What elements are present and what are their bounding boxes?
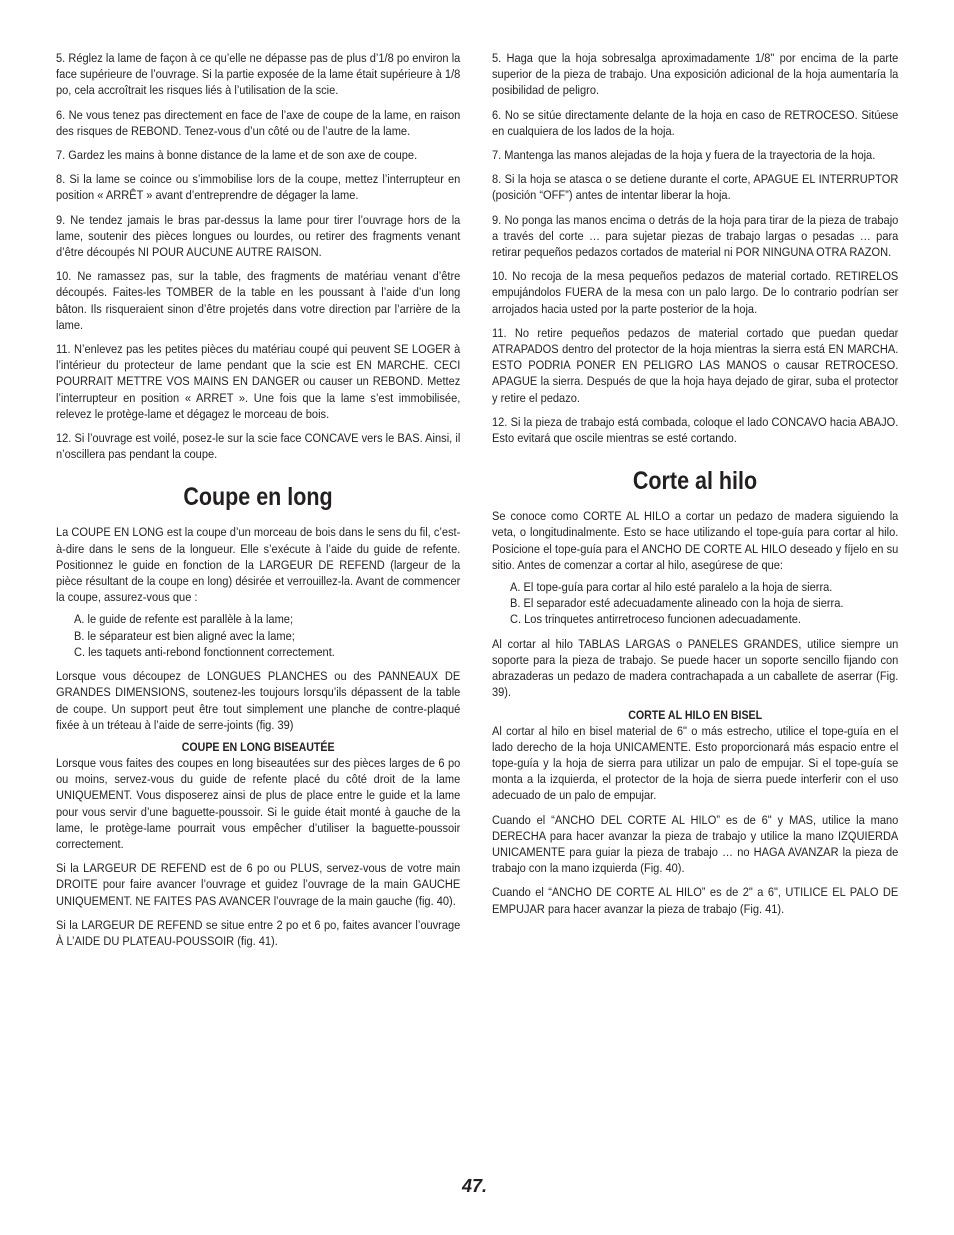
intro-paragraph: Se conoce como CORTE AL HILO a cortar un pedazo de madera siguiendo la veta, o longitudinalmente. Esto se hace utilizando el tope-guía para cortar al hilo. Posicione el tope-guía para el ANCHO DE CORTE AL HILO deseado y fíjelo en su sitio. Antes de comenzar a cortar al hilo, asegúrese de que: xyxy=(492,509,899,572)
width-6-paragraph: Cuando el “ANCHO DEL CORTE AL HILO” es de 6" y MAS, utilice la mano DERECHA para hacer avanzar la pieza de trabajo y utilice la mano IZQUIERDA UNICAMENTE para guiar la pieza de trabajo … no HAGA AVANZAR la pieza de trabajo con la mano izquierda (Fig. 40). xyxy=(492,812,899,876)
safety-item: 8. Si la lame se coince ou s’immobilise lors de la coupe, mettez l’interrupteur en position « ARRÊT » avant d’entreprendre de dégager la lame. xyxy=(56,172,461,203)
french-column xyxy=(56,50,460,957)
subheading-bevel: COUPE EN LONG BISEAUTÉE xyxy=(181,739,335,754)
spanish-ripping-section xyxy=(492,508,898,916)
long-boards-paragraph: Lorsque vous découpez de LONGUES PLANCHES ou des PANNEAUX DE GRANDES DIMENSIONS, soutenez-les toujours lorsqu’ils dépassent de la table de coupe. Un support peut être tout simplement une planche de contre-plaqué fixée à un tréteau à l’aide de serre-joints (fig. 39) xyxy=(56,669,461,732)
safety-item: 9. Ne tendez jamais le bras par-dessus la lame pour tirer l’ouvrage hors de la lame, soutenir des pièces longues ou lourdes, ou retirer des fragments venant d’être découpés NI POUR AUCUNE AUTRE RAISON. xyxy=(56,212,461,260)
checklist xyxy=(56,611,460,660)
safety-item: 5. Réglez la lame de façon à ce qu’elle ne dépasse pas de plus d’1/8 po environ la face supérieure de l’ouvrage. Si la partie exposée de la lame était supérieure à 1/8 po, cela accroîtrait les risques liés à l’utilisation de la scie. xyxy=(56,51,461,98)
checklist-item: C. les taquets anti-rebond fonctionnent correctement. xyxy=(74,644,335,659)
safety-item: 8. Si la hoja se atasca o se detiene durante el corte, APAGUE EL INTERRUPTOR (posición “OFF”) antes de intentar liberar la hoja. xyxy=(492,172,899,203)
checklist-item: A. El tope-guía para cortar al hilo esté paralelo a la hoja de sierra. xyxy=(510,580,833,595)
checklist-item: B. le séparateur est bien aligné avec la lame; xyxy=(74,628,295,643)
checklist-item: C. Los trinquetes antirretroceso funcionen adecuadamente. xyxy=(510,612,802,627)
safety-item: 10. Ne ramassez pas, sur la table, des fragments de matériau venant d’être découpés. Faites-les TOMBER de la table en les poussant à l’aide d’un long bâton. Ils risqueraient sinon d’être projetés dans votre direction par l’arrière de la lame. xyxy=(56,269,461,332)
safety-item: 11. N’enlevez pas les petites pièces du matériau coupé qui peuvent SE LOGER à l’intérieur du protecteur de lame pendant que la scie est EN MARCHE. CECI POURRAIT METTRE VOS MAINS EN DANGER ou causer un REBOND. Mettez l’interrupteur en position « ARRET ». Une fois que la lame s’est immobilisée, relevez le protège-lame et dégagez le morceau de bois. xyxy=(56,342,461,421)
width-6-paragraph: Si la LARGEUR DE REFEND est de 6 po ou PLUS, servez-vous de votre main DROITE pour faire avancer l’ouvrage et guidez l’ouvrage de la main GAUCHE UNIQUEMENT. NE FAITES PAS AVANCER l’ouvrage de la main gauche (fig. 40). xyxy=(56,861,461,908)
safety-item: 6. Ne vous tenez pas directement en face de l’axe de coupe de la lame, en raison des risques de REBOND. Tenez-vous d’un côté ou de l’autre de la lame. xyxy=(56,107,461,138)
long-boards-paragraph: Al cortar al hilo TABLAS LARGAS o PANELES GRANDES, utilice siempre un soporte para la pieza de trabajo. Se puede hacer un soporte sencillo fijando con abrazaderas un pedazo de madera contrachapada a un caballete de aserrar (Fig. 39). xyxy=(492,636,899,700)
width-2-paragraph: Cuando el “ANCHO DE CORTE AL HILO” es de 2" a 6", UTILICE EL PALO DE EMPUJAR para hacer avanzar la pieza de trabajo (Fig. 41). xyxy=(492,885,899,916)
french-ripping-section xyxy=(56,524,460,949)
safety-item: 12. Si l’ouvrage est voilé, posez-le sur la scie face CONCAVE vers le BAS. Ainsi, il n’oscillera pas pendant la coupe. xyxy=(56,431,461,462)
bevel-paragraph: Al cortar al hilo en bisel material de 6" o más estrecho, utilice el tope-guía en el lado derecho de la hoja UNICAMENTE. Esto proporcionará más espacio entre el tope-guía y la hoja de sierra para utilizar un palo de empujar. Si el tope-guía se monta a la izquierda, el protector de la hoja de sierra puede interferir con el uso adecuado de un palo de empujar. xyxy=(492,723,899,803)
safety-item: 9. No ponga las manos encima o detrás de la hoja para tirar de la pieza de trabajo a través del corte … para sujetar piezas de trabajo largas o pesadas … para retirar pequeños pedazos cortados de material ni POR NINGUNA OTRA RAZON. xyxy=(492,212,899,260)
intro-paragraph: La COUPE EN LONG est la coupe d’un morceau de bois dans le sens du fil, c’est-à-dire dans le sens de la longueur. Elle s’exécute à l’aide du guide de refente. Positionnez le guide en fonction de la LARGEUR DE REFEND (largeur de la pièce résultant de la coupe en long) désirée et verrouillez-la. Avant de commencer la coupe, assurez-vous que : xyxy=(56,525,461,605)
width-2-paragraph: Si la LARGEUR DE REFEND se situe entre 2 po et 6 po, faites avancer l’ouvrage À L’AIDE DU PLATEAU-POUSSOIR (fig. 41). xyxy=(56,917,461,948)
safety-item: 10. No recoja de la mesa pequeños pedazos de material cortado. RETIRELOS empujándolos FUERA de la mesa con un palo largo. De lo contrario podrían ser arrojados hacia usted por la parte posterior de la hoja. xyxy=(492,269,899,316)
safety-item: 7. Gardez les mains à bonne distance de la lame et de son axe de coupe. xyxy=(56,148,418,163)
checklist-item: A. le guide de refente est parallèle à la lame; xyxy=(74,612,294,627)
bevel-paragraph: Lorsque vous faites des coupes en long biseautées sur des pièces larges de 6 po ou moins, servez-vous du guide de refente placé du côté droit de la lame UNIQUEMENT. Vous disposerez ainsi de plus de place entre le guide et la lame pour vous servir d’une baguette-poussoir. Si le guide était monté à gauche de la lame, le protège-lame pourrait vous empêcher d’utiliser la baguette-poussoir correctement. xyxy=(56,755,461,851)
safety-item: 5. Haga que la hoja sobresalga aproximadamente 1/8" por encima de la parte superior de la pieza de trabajo. Una exposición adicional de la hoja aumentaría la posibilidad de peligro. xyxy=(492,51,899,98)
safety-item: 12. Si la pieza de trabajo está combada, coloque el lado CONCAVO hacia ABAJO. Esto evitará que oscile mientras se esté cortando. xyxy=(492,414,899,446)
spanish-safety-list xyxy=(492,50,898,446)
subheading-bevel: CORTE AL HILO EN BISEL xyxy=(628,707,763,722)
checklist xyxy=(492,579,898,628)
french-safety-list xyxy=(56,50,460,462)
checklist-item: B. El separador esté adecuadamente alineado con la hoja de sierra. xyxy=(510,596,844,611)
safety-item: 7. Mantenga las manos alejadas de la hoja y fuera de la trayectoria de la hoja. xyxy=(492,148,876,163)
page-number: 47. xyxy=(462,1176,488,1196)
section-title-corte-al-hilo: Corte al hilo xyxy=(632,467,758,496)
spanish-column xyxy=(492,50,898,925)
safety-item: 6. No se sitúe directamente delante de la hoja en caso de RETROCESO. Sitúese en cualquiera de los lados de la hoja. xyxy=(492,107,899,138)
safety-item: 11. No retire pequeños pedazos de material cortado que puedan quedar ATRAPADOS dentro del protector de la hoja mientras la sierra está EN MARCHA. ESTO PODRIA PONER EN PELIGRO LAS MANOS o causar RETROCESO. APAGUE la sierra. Después de que la hoja haya dejado de girar, suba el protector y retire el pedazo. xyxy=(492,325,899,405)
section-title-coupe-en-long: Coupe en long xyxy=(183,483,333,512)
